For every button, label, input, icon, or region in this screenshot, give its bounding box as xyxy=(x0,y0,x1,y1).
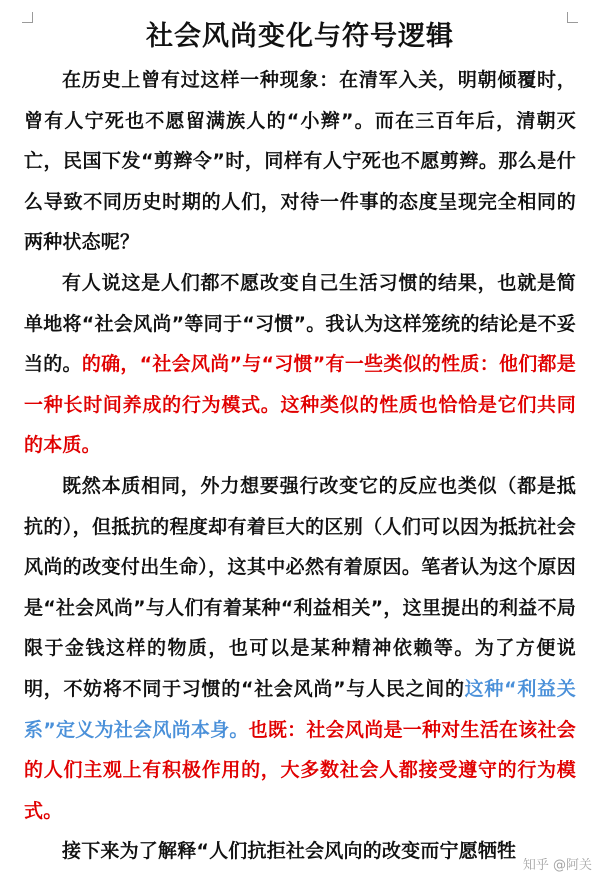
highlighted-text-blue: 这种“利益关系”定义为社会风尚本身。 xyxy=(24,677,576,741)
highlighted-text-red: 也既：社会风尚是一种对生活在该社会的人们主观上有积极作用的，大多数社会人都接受遵守的行为模式。 xyxy=(24,718,576,822)
document-title: 社会风尚变化与符号逻辑 xyxy=(146,21,454,52)
paragraph xyxy=(24,263,576,466)
paragraph-text: 既然本质相同，外力想要强行改变它的反应也类似（都是抵抗的），但抵抗的程度却有着巨大的区别（人们可以因为抵抗社会风尚的改变付出生命），这其中必然有着原因。笔者认为这个原因是“社会风尚”与人们有着某种“利益相关”，这里提出的利益不局限于金钱这样的物质，也可以是某种精神依赖等。为了方便说明，不妨将不同于习惯的“社会风尚”与人民之间的 xyxy=(24,474,576,700)
paragraph-text: 有人说这是人们都不愿改变自己生活习惯的结果，也就是简单地将“社会风尚”等同于“习惯”。我认为这样笼统的结论是不妥当的。 xyxy=(24,271,576,376)
watermark: 知乎 @阿关 xyxy=(522,858,592,873)
paragraph xyxy=(24,831,576,872)
paragraph xyxy=(24,466,576,831)
document-body xyxy=(24,60,576,872)
paragraph xyxy=(24,60,576,263)
document-page xyxy=(24,14,576,872)
highlighted-text-red: 的确，“社会风尚”与“习惯”有一些类似的性质：他们都是一种长时间养成的行为模式。这种类似的性质也恰恰是它们共同的本质。 xyxy=(24,353,576,457)
paragraph-text: 在历史上曾有过这样一种现象：在清军入关，明朝倾覆时，曾有人宁死也不愿留满族人的“小辫”。而在三百年后，清朝灭亡，民国下发“剪辫令”时，同样有人宁死也不愿剪辫。那么是什么导致不同历史时期的人们，对待一件事的态度呈现完全相同的两种状态呢？ xyxy=(24,69,576,254)
paragraph-text: 接下来为了解释“人们抗拒社会风向的改变而宁愿牺牲 xyxy=(62,840,517,863)
